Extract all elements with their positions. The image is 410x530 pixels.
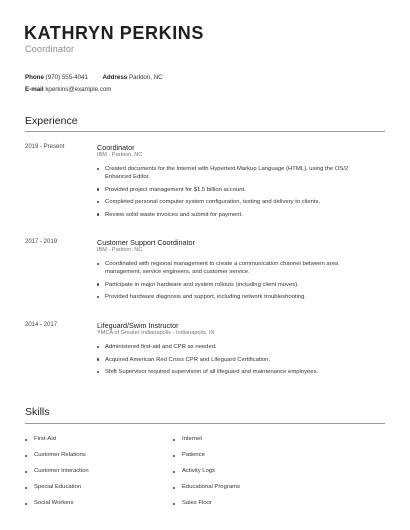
skill-item: Activity Logs (173, 468, 215, 474)
job-bullet: Coordinated with regional management to create a communication channel between area management, service engineers, and customer service. (97, 260, 365, 276)
skills-heading: Skills (25, 406, 50, 418)
job-bullet: Participate in major hardware and system rollouts (including client moves). (97, 281, 365, 289)
skill-item: Educational Programs (173, 484, 240, 490)
phone-value: (970) 555-4041 (45, 74, 88, 81)
job-bullet: Shift Supervisor required supervision of all lifeguard and maintenance employees. (97, 368, 365, 376)
experience-divider (25, 131, 385, 132)
job-dates: 2014 - 2017 (25, 322, 58, 328)
job-employer: YMCA of Greater Indianapolis - Indianapolis, IN (97, 330, 215, 336)
job-entry (25, 322, 385, 382)
job-bullet: Completed personal computer system configuration, testing and delivery to clients. (97, 198, 365, 206)
skill-item: Customer Interaction (25, 468, 89, 474)
job-bullets (97, 260, 365, 306)
job-bullet: Acquired American Red Cross CPR and Lifeguard Certification. (97, 356, 365, 364)
job-bullets (97, 343, 365, 381)
job-bullet: Administered first-aid and CPR as needed. (97, 343, 365, 351)
job-bullet: Review solid waste invoices and submit for payment. (97, 211, 365, 219)
job-bullet: Provided hardware diagnosis and support, including network troubleshooting. (97, 293, 365, 301)
address-label: Address (102, 74, 128, 81)
job-bullet: Provided project management for $1.5 billion account. (97, 186, 365, 194)
email-value[interactable]: kperkins@example.com (45, 86, 112, 93)
phone-label: Phone (25, 74, 44, 81)
skill-item: Internet (173, 436, 202, 442)
job-dates: 2019 - Present (25, 144, 65, 150)
job-bullets (97, 165, 365, 223)
candidate-title: Coordinator (25, 44, 75, 54)
address-value: Parkton, NC (128, 74, 163, 81)
job-bullet: Created documents for the Internet with Hypertext Markup Language (HTML), using the OS/2 Enhanced Editor. (97, 165, 365, 181)
job-employer: IBM - Parkton, NC (97, 152, 143, 158)
experience-heading: Experience (25, 115, 78, 127)
job-entry (25, 144, 385, 229)
skill-item: Patience (173, 452, 205, 458)
contact-line-2 (25, 86, 111, 93)
job-dates: 2017 - 2019 (25, 239, 58, 245)
job-entry (25, 239, 385, 309)
skill-item: First-Aid (25, 436, 56, 442)
contact-line-1 (25, 74, 163, 81)
candidate-name: KATHRYN PERKINS (24, 23, 205, 43)
skill-item: Customer Relations (25, 452, 86, 458)
email-label: E-mail (25, 86, 44, 93)
skill-item: Special Education (25, 484, 81, 490)
skill-item: Sales Floor (173, 500, 212, 506)
job-role: Lifeguard/Swim Instructor (97, 321, 179, 330)
skills-divider (25, 423, 385, 424)
job-role: Customer Support Coordinator (97, 238, 195, 247)
job-role: Coordinator (97, 143, 135, 152)
job-employer: IBM - Parkton, NC (97, 247, 143, 253)
skill-item: Social Workers (25, 500, 74, 506)
